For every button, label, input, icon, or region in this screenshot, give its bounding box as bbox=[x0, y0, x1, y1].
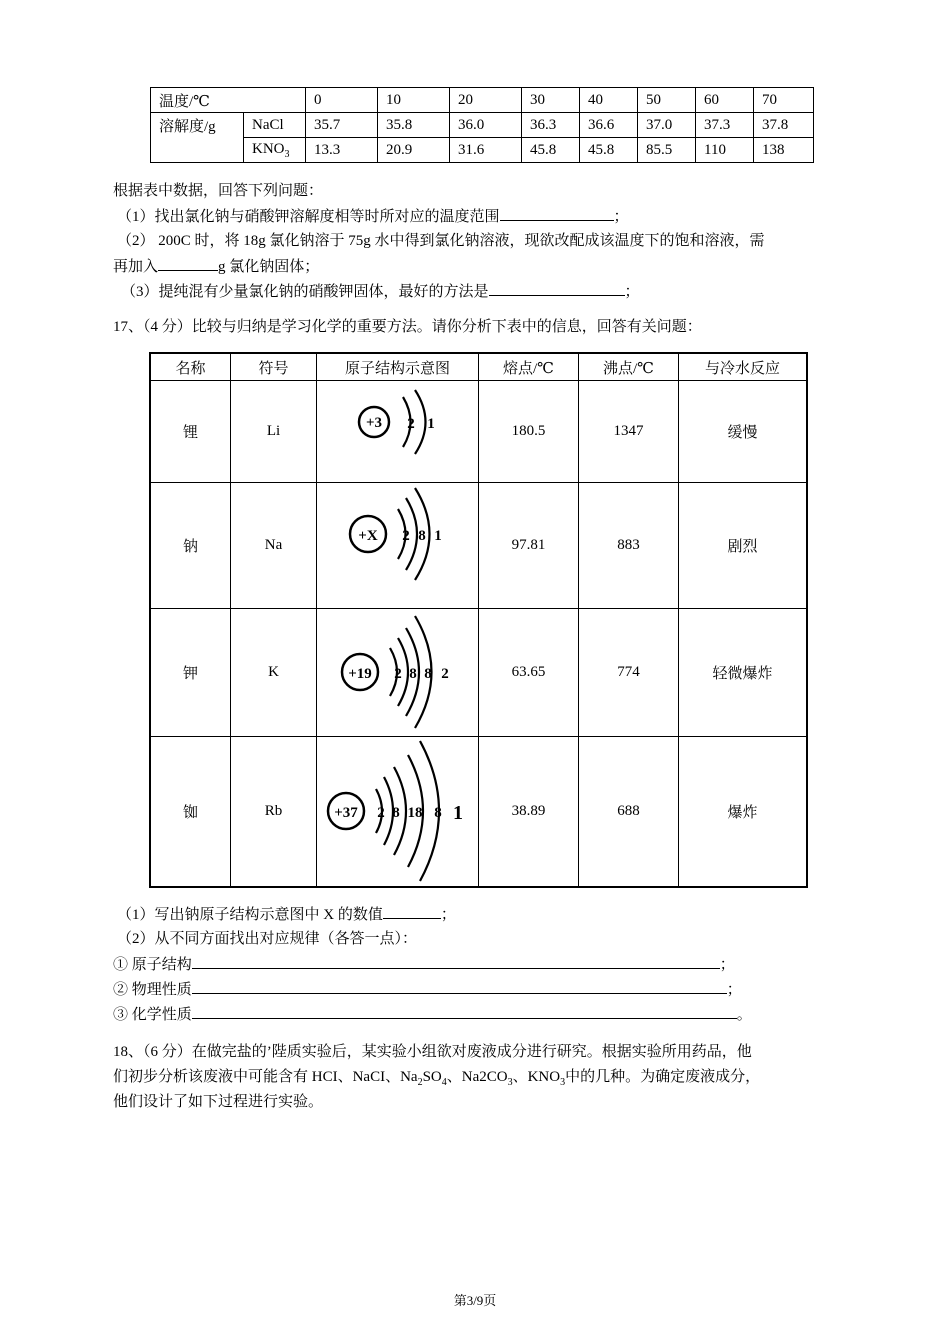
temp-cell: 40 bbox=[580, 88, 638, 113]
temp-cell: 70 bbox=[754, 88, 814, 113]
answer-blank[interactable] bbox=[500, 206, 614, 221]
q17-answer-2: ② 物理性质 ； bbox=[113, 979, 742, 1000]
svg-text:8: 8 bbox=[423, 665, 432, 682]
solubility-cell: 85.5 bbox=[638, 138, 696, 163]
page-number: 第3/9页 bbox=[453, 1293, 497, 1308]
atom-diagram-k bbox=[317, 609, 479, 737]
melting-point: 63.65 bbox=[479, 609, 579, 737]
svg-text:1: 1 bbox=[452, 802, 463, 825]
header-reaction: 与冷水反应 bbox=[679, 353, 808, 381]
q16-question-1: （1）找出氯化钠与硝酸钾溶解度相等时所对应的温度范围 ； bbox=[117, 206, 629, 227]
element-name: 锂 bbox=[150, 381, 231, 483]
header-melting-point: 熔点/℃ bbox=[479, 353, 579, 381]
atom-diagram-rb bbox=[317, 737, 479, 887]
solubility-cell: 37.8 bbox=[754, 113, 814, 138]
q17-answer-1: ① 原子结构 ； bbox=[113, 954, 735, 975]
reaction: 爆炸 bbox=[679, 737, 808, 887]
answer-blank[interactable] bbox=[192, 954, 720, 969]
solubility-cell: 13.3 bbox=[306, 138, 378, 163]
answer-blank[interactable] bbox=[383, 904, 441, 919]
q18-line-1: 18、（6 分）在做完盐的’陛质实验后，某实验小组欲对废液成分进行研究。根据实验所用药品，他 bbox=[113, 1044, 752, 1060]
answer-blank[interactable] bbox=[192, 1004, 737, 1019]
atom-diagram-li bbox=[317, 381, 479, 483]
svg-text:1: 1 bbox=[426, 415, 435, 432]
svg-text:+X: +X bbox=[357, 527, 378, 544]
solubility-cell: 36.6 bbox=[580, 113, 638, 138]
solubility-cell: 45.8 bbox=[522, 138, 580, 163]
solubility-cell: 138 bbox=[754, 138, 814, 163]
element-row-rb bbox=[150, 737, 807, 887]
temp-cell: 0 bbox=[306, 88, 378, 113]
svg-text:8: 8 bbox=[417, 527, 426, 544]
atom-diagram-na bbox=[317, 483, 479, 609]
svg-text:2: 2 bbox=[440, 665, 449, 682]
solubility-label: 溶解度/g bbox=[151, 113, 244, 163]
q18-line-3: 他们设计了如下过程进行实验。 bbox=[113, 1094, 324, 1110]
svg-text:8: 8 bbox=[433, 805, 442, 822]
solubility-cell: 20.9 bbox=[378, 138, 450, 163]
svg-text:8: 8 bbox=[408, 665, 417, 682]
solubility-table bbox=[150, 87, 814, 163]
element-name: 铷 bbox=[150, 737, 231, 887]
melting-point: 38.89 bbox=[479, 737, 579, 887]
q17-question-2: （2）从不同方面找出对应规律（各答一点）： bbox=[117, 931, 418, 947]
q17-intro: 17、（4 分）比较与归纳是学习化学的重要方法。请你分析下表中的信息，回答有关问题： bbox=[113, 319, 702, 335]
boiling-point: 1347 bbox=[579, 381, 679, 483]
atomic-structure-diagram bbox=[318, 737, 478, 885]
svg-text:+3: +3 bbox=[365, 414, 382, 431]
answer-blank[interactable] bbox=[192, 979, 727, 994]
answer-blank[interactable] bbox=[489, 281, 625, 296]
nacl-row bbox=[151, 113, 814, 138]
melting-point: 97.81 bbox=[479, 483, 579, 609]
element-row-li bbox=[150, 381, 807, 483]
element-symbol: Li bbox=[231, 381, 317, 483]
q16-question-3: （3）提纯混有少量氯化钠的硝酸钾固体，最好的方法是 ； bbox=[121, 281, 640, 302]
temp-cell: 10 bbox=[378, 88, 450, 113]
substance-name: NaCl bbox=[244, 113, 306, 138]
answer-blank[interactable] bbox=[158, 256, 218, 271]
element-row-k bbox=[150, 609, 807, 737]
header-symbol: 符号 bbox=[231, 353, 317, 381]
svg-text:2: 2 bbox=[401, 527, 410, 544]
svg-text:18: 18 bbox=[407, 805, 422, 822]
solubility-cell: 35.8 bbox=[378, 113, 450, 138]
solubility-cell: 37.3 bbox=[696, 113, 754, 138]
temp-cell: 60 bbox=[696, 88, 754, 113]
svg-text:2: 2 bbox=[406, 415, 415, 432]
solubility-cell: 35.7 bbox=[306, 113, 378, 138]
kno3-row bbox=[151, 138, 814, 163]
boiling-point: 774 bbox=[579, 609, 679, 737]
substance-name: $KNO_3$ bbox=[244, 138, 306, 163]
q16-question-2b: 再加入 g 氯化钠固体； bbox=[113, 256, 319, 277]
q17-question-1: （1）写出钠原子结构示意图中 X 的数值 ； bbox=[117, 904, 456, 925]
atomic-structure-diagram bbox=[318, 382, 478, 482]
header-boiling-point: 沸点/℃ bbox=[579, 353, 679, 381]
svg-text:2: 2 bbox=[393, 665, 402, 682]
reaction: 轻微爆炸 bbox=[679, 609, 808, 737]
element-symbol: Na bbox=[231, 483, 317, 609]
element-row-na bbox=[150, 483, 807, 609]
alkali-metal-table bbox=[149, 352, 808, 888]
temperature-label: 温度/℃ bbox=[151, 88, 306, 113]
boiling-point: 688 bbox=[579, 737, 679, 887]
q16-intro: 根据表中数据，回答下列问题： bbox=[113, 183, 324, 199]
boiling-point: 883 bbox=[579, 483, 679, 609]
temp-cell: 20 bbox=[450, 88, 522, 113]
atomic-structure-diagram bbox=[318, 610, 478, 736]
q18-line-2: 们初步分析该废液中可能含有 HCI、NaCI、$Na_2SO_4$、$Na2CO_3$、$KNO_3$中的几种。为确定废液成分， bbox=[113, 1069, 761, 1088]
svg-text:1: 1 bbox=[433, 527, 442, 544]
element-symbol: K bbox=[231, 609, 317, 737]
svg-text:+37: +37 bbox=[333, 805, 358, 822]
melting-point: 180.5 bbox=[479, 381, 579, 483]
solubility-cell: 37.0 bbox=[638, 113, 696, 138]
header-diagram: 原子结构示意图 bbox=[317, 353, 479, 381]
element-name: 钾 bbox=[150, 609, 231, 737]
atomic-structure-diagram bbox=[318, 484, 478, 608]
solubility-cell: 36.0 bbox=[450, 113, 522, 138]
solubility-cell: 110 bbox=[696, 138, 754, 163]
header-name: 名称 bbox=[150, 353, 231, 381]
q17-answer-3: ③ 化学性质 。 bbox=[113, 1004, 752, 1025]
svg-text:8: 8 bbox=[391, 805, 400, 822]
element-symbol: Rb bbox=[231, 737, 317, 887]
element-name: 钠 bbox=[150, 483, 231, 609]
header-row bbox=[150, 353, 807, 381]
svg-text:+19: +19 bbox=[347, 665, 372, 682]
temperature-row bbox=[151, 88, 814, 113]
q16-question-2a: （2） 200C 时，将 18g 氯化钠溶于 75g 水中得到氯化钠溶液，现欲改配成该温度下的饱和溶液，需 bbox=[117, 233, 765, 249]
solubility-cell: 45.8 bbox=[580, 138, 638, 163]
reaction: 剧烈 bbox=[679, 483, 808, 609]
temp-cell: 50 bbox=[638, 88, 696, 113]
solubility-cell: 36.3 bbox=[522, 113, 580, 138]
solubility-cell: 31.6 bbox=[450, 138, 522, 163]
reaction: 缓慢 bbox=[679, 381, 808, 483]
temp-cell: 30 bbox=[522, 88, 580, 113]
svg-text:2: 2 bbox=[376, 805, 385, 822]
